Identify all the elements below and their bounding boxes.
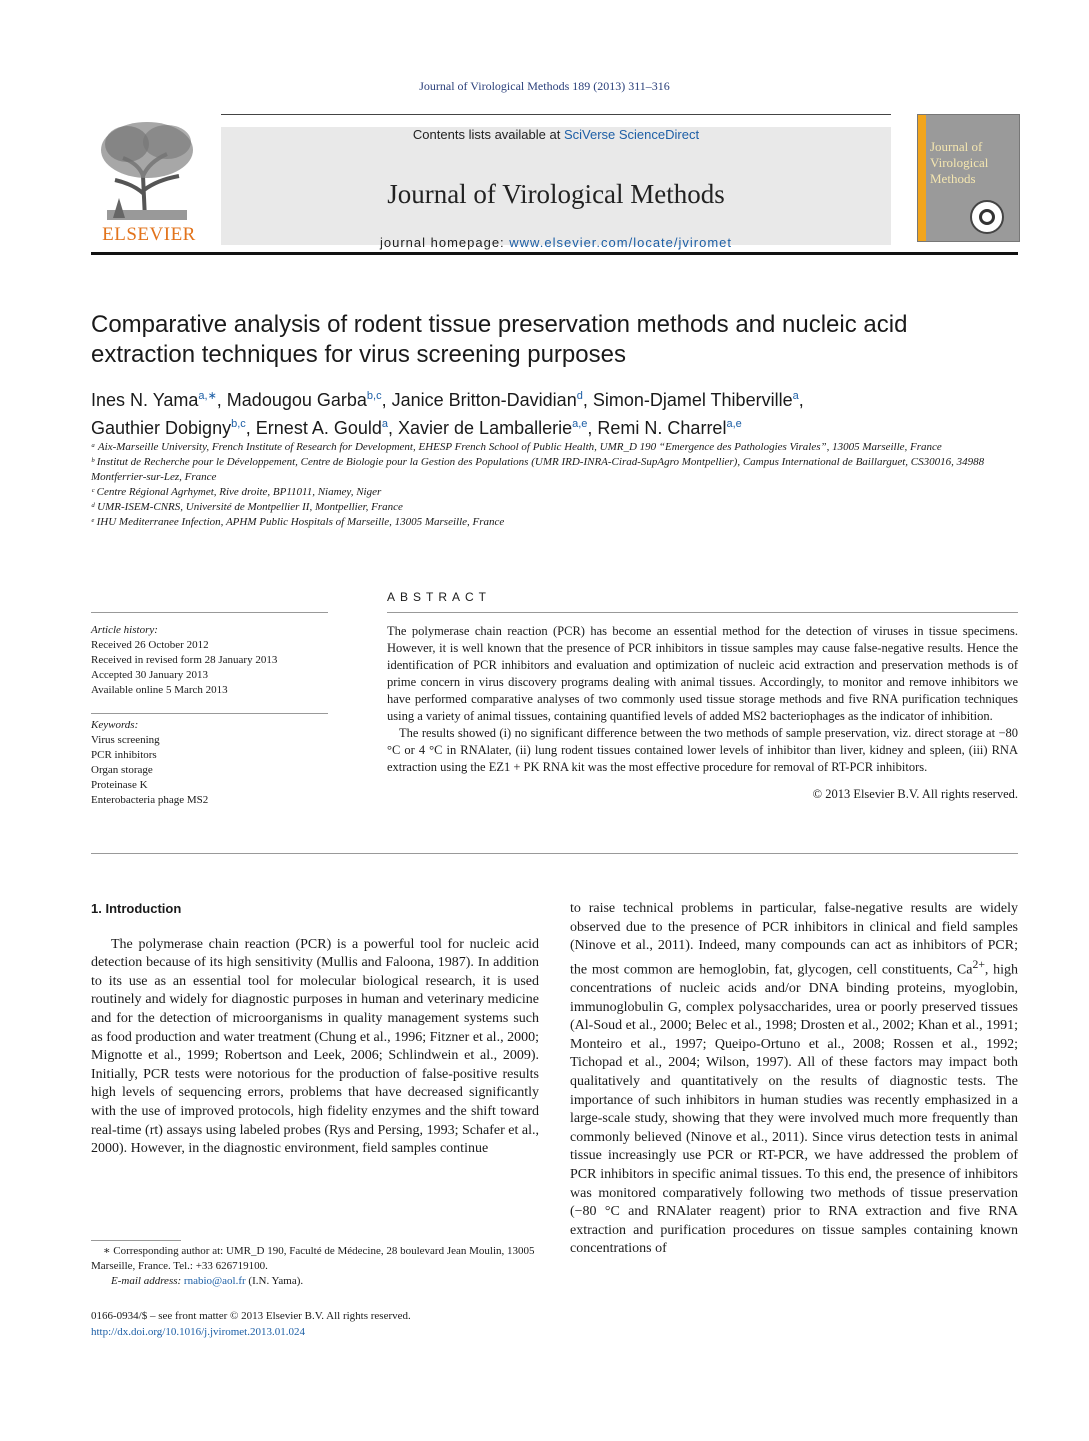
footnote-rule: [91, 1240, 181, 1241]
affiliation: ᵇ Institut de Recherche pour le Développement, Centre de Biologie pour la Gestion des Populations (UMR IRD-INRA-Cirad-SupAgro Montpellier), Campus International de Baillarguet, CS30016, 34988 Montferrier-sur-Lez, France: [91, 456, 985, 483]
author-list: Ines N. Yama$^{a,∗}$, Madougou Garba$^{b,c}$, Janice Britton-Davidian$^d$, Simon-Djamel Thiberville$^a$, Gauthier Dobigny$^{b,c}$, Ernest A. Gould$^a$, Xavier de Lamballerie$^{a,e}$, Remi N. Charrel$^{a,e}$: [91, 390, 804, 438]
body-column-left: [91, 900, 539, 1159]
body-column-right: [570, 900, 1018, 1259]
seal-icon: [970, 200, 1004, 234]
superscript: 2+: [972, 957, 985, 971]
keywords: [91, 718, 328, 808]
contents-prefix: Contents lists available at: [412, 127, 564, 142]
issn-line: 0166-0934/$ – see front matter © 2013 Elsevier B.V. All rights reserved.: [91, 1310, 411, 1322]
author[interactable]: Ernest A. Gould$^a$: [255, 418, 388, 438]
tree-logo-icon: [93, 114, 201, 224]
keyword: Enterobacteria phage MS2: [91, 794, 209, 806]
author[interactable]: Ines N. Yama$^{a,∗}$: [91, 390, 217, 410]
article-history: [91, 623, 328, 698]
running-head: Journal of Virological Methods 189 (2013) 311–316: [419, 79, 670, 93]
sciencedirect-link[interactable]: SciVerse ScienceDirect: [563, 127, 700, 142]
email-label: E-mail address:: [111, 1275, 182, 1287]
keyword: Proteinase K: [91, 779, 148, 791]
article-title: Comparative analysis of rodent tissue preservation methods and nucleic acid extraction techniques for virus screening purposes: [91, 311, 908, 368]
abstract-heading: ABSTRACT: [387, 590, 492, 604]
author[interactable]: Simon-Djamel Thiberville$^a$: [592, 390, 799, 410]
author[interactable]: Madougou Garba$^{b,c}$: [226, 390, 382, 410]
affiliation: ᵈ UMR-ISEM-CNRS, Université de Montpellier II, Montpellier, France: [91, 501, 403, 513]
masthead-rule: [221, 114, 891, 115]
history-item: Available online 5 March 2013: [91, 684, 228, 696]
history-item: Received 26 October 2012: [91, 639, 209, 651]
section-heading: 1. Introduction: [91, 901, 182, 916]
abstract-rule: [387, 612, 1018, 613]
body-text: to raise technical problems in particular, false-negative results are widely observed due to the presence of PCR inhibitors in clinical and field samples (Ninove et al., 2011). Indeed, many compounds can act as inhibitors of PCR; the most common are hemoglobin, fat, glycogen, cell constituents, Ca: [570, 901, 1018, 978]
doi-link[interactable]: http://dx.doi.org/10.1016/j.jviromet.2013.01.024: [91, 1326, 305, 1338]
homepage-link[interactable]: www.elsevier.com/locate/jviromet: [509, 235, 733, 250]
corresponding-author: ∗ Corresponding author at: UMR_D 190, Faculté de Médecine, 28 boulevard Jean Moulin, 13005 Marseille, France. Tel.: +33 626719100.: [91, 1245, 535, 1272]
article-info-rule: [91, 612, 328, 613]
affiliations: [91, 440, 1018, 530]
publisher-name: ELSEVIER: [102, 224, 196, 245]
abstract-paragraph: The results showed (i) no significant difference between the two methods of sample preservation, viz. direct storage at −80 °C or 4 °C in RNAlater, (ii) lung rodent tissues contained lower levels of inhibitor than liver, kidney and spleen, (iii) RNA extraction using the EZ1 + PK RNA kit was the most effective procedure for removal of RT-PCR inhibitors.: [387, 726, 1018, 774]
email-link[interactable]: rnabio@aol.fr: [183, 1275, 246, 1287]
affiliation: ᵃ Aix-Marseille University, French Institute of Research for Development, EHESP French School of Public Health, UMR_D 190 “Emergence des Pathologies Virales”, 13005 Marseille, France: [91, 441, 942, 453]
journal-name: Journal of Virological Methods: [387, 179, 725, 209]
cover-stripe: [918, 115, 926, 241]
section-divider: [91, 853, 1018, 854]
affiliation: ᵉ IHU Mediterranee Infection, APHM Public Hospitals of Marseille, 13005 Marseille, France: [91, 516, 505, 528]
body-paragraph: The polymerase chain reaction (PCR) is a powerful tool for nucleic acid detection because of its high sensitivity (Mullis and Faloona, 1987). In addition to its use as an essential tool for molecular biological research, it is used routinely and widely for diagnostic purposes in human and veterinary medicine and for the detection of microorganisms in quality management systems such as food production and water treatment (Chung et al., 1996; Fitzner et al., 2000; Mignotte et al., 1999; Robertson and Leek, 2006; Schlindwein et al., 2009). Initially, PCR tests were notorious for the production of false-positive results high levels of sequencing errors, problems that have decreased significantly with the use of improved protocols, high fidelity enzymes and the shift toward real-time (rt) assays using labeled probes (Rys and Persing, 1993; Schafer et al., 2000). However, in the diagnostic environment, field samples continue: [91, 936, 539, 1157]
cover-title: Journal of Virological Methods: [930, 139, 989, 186]
keyword: PCR inhibitors: [91, 749, 157, 761]
affiliation: ᶜ Centre Régional Agrhymet, Rive droite, BP11011, Niamey, Niger: [91, 486, 382, 498]
masthead: [91, 114, 1018, 250]
keywords-rule: [91, 713, 328, 714]
journal-cover[interactable]: [917, 114, 1020, 242]
history-item: Received in revised form 28 January 2013: [91, 654, 278, 666]
abstract-body: [387, 623, 1018, 803]
front-matter: [91, 1308, 539, 1340]
body-paragraph: [570, 900, 1018, 1259]
history-item: Accepted 30 January 2013: [91, 669, 208, 681]
keyword: Organ storage: [91, 764, 153, 776]
author[interactable]: Gauthier Dobigny$^{b,c}$: [91, 418, 246, 438]
body-text: , high concentrations of nucleic acids and/or DNA binding proteins, myoglobin, immunoglobulin G, complex polysaccharides, urea or poorly preserved tissues (Al-Soud et al., 2000; Belec et al., 1998; Drosten et al., 2002; Khan et al., 1991; Monteiro et al., 1997; Queipo-Ortuno et al., 2008; Rossen et al., 1992; Tichopad et al., 2004; Wilson, 1997). All of these factors may impact both qualitatively and quantitatively on the results of diagnostic tests. The importance of such inhibitors in human studies was recently emphasized in a large-scale study, showing that they were involved much more frequently than commonly believed (Ninove et al., 2011). Since virus detection tests in animal tissue increasingly use PCR or RT-PCR, we have addressed the problem of PCR inhibitors in specific animal tissues. To this end, the presence of inhibitors was monitored comparatively following two methods of tissue preservation (−80 °C and RNAlater reagent) prior to RNA extraction and five RNA extraction and purification procedures on tissue samples containing known concentrations of: [570, 962, 1018, 1257]
footnote: [91, 1244, 539, 1289]
elsevier-logo[interactable]: [91, 114, 207, 244]
author[interactable]: Janice Britton-Davidian$^d$: [391, 390, 583, 410]
abstract-paragraph: The polymerase chain reaction (PCR) has become an essential method for the detection of viruses in tissue specimens. However, it is well known that the presence of PCR inhibitors in tissue samples may cause false-negative results. Hence the identification of PCR inhibitors and evaluation and optimization of nucleic acid extraction and preservation methods is of prime concern in virus discovery programs dealing with animal tissues. Accordingly, to monitor and remove inhibitors we have performed comparative analyses of two commonly used tissue storage methods and five RNA purification techniques using a variety of animal tissues, containing quantified levels of added MS2 bacteriophages as the indicator of inhibition.: [387, 624, 1018, 723]
author[interactable]: Xavier de Lamballerie$^{a,e}$: [398, 418, 588, 438]
masthead-divider: [91, 252, 1018, 255]
history-heading: Article history:: [91, 624, 158, 636]
masthead-banner: [221, 126, 891, 250]
homepage-prefix: journal homepage:: [379, 235, 510, 250]
keywords-heading: Keywords:: [91, 719, 139, 731]
homepage-line: [221, 235, 891, 250]
contents-line: [221, 127, 891, 142]
email-line: [91, 1274, 539, 1289]
keyword: Virus screening: [91, 734, 160, 746]
author[interactable]: Remi N. Charrel$^{a,e}$: [597, 418, 742, 438]
copyright: © 2013 Elsevier B.V. All rights reserved.: [812, 787, 1018, 801]
email-suffix: (I.N. Yama).: [245, 1275, 304, 1287]
